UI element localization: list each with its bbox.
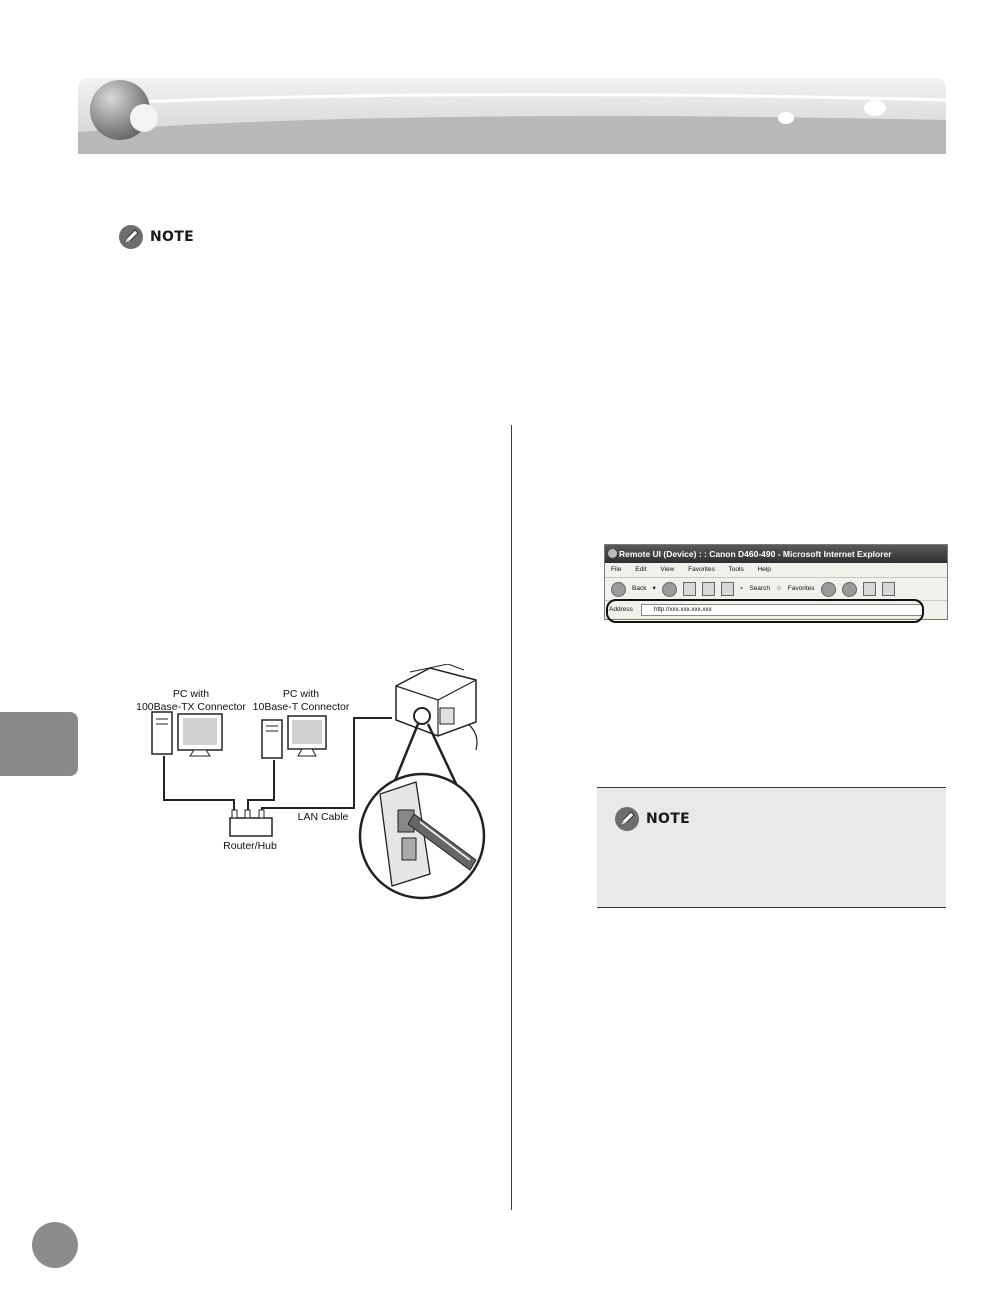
pencil-icon [118, 224, 144, 250]
router-hub [230, 818, 272, 836]
search-icon[interactable]: ⌕ [739, 585, 744, 592]
browser-toolbar [605, 578, 947, 601]
chapter-side-tab [0, 712, 78, 776]
lan-cable-label: LAN Cable [297, 811, 349, 823]
pencil-icon [614, 806, 640, 832]
browser-title: Remote UI (Device) : : Canon D460-490 - Microsoft Internet Explorer [619, 549, 892, 559]
browser-menu-bar [605, 563, 947, 578]
printer-illustration [396, 664, 477, 750]
network-diagram [130, 664, 490, 910]
edit-icon[interactable] [882, 582, 895, 596]
favorites-button[interactable]: Favorites [787, 585, 815, 592]
menu-tools[interactable]: Tools [728, 566, 744, 573]
refresh-icon[interactable] [702, 582, 715, 596]
search-button[interactable]: Search [749, 585, 770, 592]
ie-icon [608, 549, 617, 558]
column-divider [511, 425, 512, 1210]
chapter-header-banner [78, 78, 946, 154]
note-heading [118, 224, 194, 250]
menu-view[interactable]: View [660, 566, 675, 573]
page-number-marker [32, 1222, 78, 1268]
menu-edit[interactable]: Edit [635, 566, 647, 573]
star-icon[interactable]: ☆ [775, 585, 782, 592]
back-button[interactable]: Back [632, 585, 647, 592]
mail-icon[interactable] [842, 582, 857, 597]
address-input[interactable]: http://xxx.xxx.xxx.xxx [641, 604, 923, 616]
stop-icon[interactable] [683, 582, 696, 596]
print-icon[interactable] [863, 582, 876, 596]
back-arrow-icon[interactable] [611, 582, 626, 597]
browser-title-bar [605, 545, 947, 563]
menu-help[interactable]: Help [757, 566, 771, 573]
note-label: NOTE [150, 229, 194, 245]
pc2-label: PC with 10Base-T Connector [252, 688, 350, 713]
menu-favorites[interactable]: Favorites [688, 566, 715, 573]
note-box-heading [614, 806, 690, 832]
address-label: Address [609, 606, 633, 613]
pc1-tower [152, 712, 172, 754]
home-icon[interactable] [721, 582, 734, 596]
forward-arrow-icon[interactable] [662, 582, 677, 597]
history-icon[interactable] [821, 582, 836, 597]
pc1-label: PC with 100Base-TX Connector [136, 688, 246, 713]
address-highlight-oval [606, 599, 924, 623]
menu-file[interactable]: File [611, 566, 622, 573]
router-hub-label: Router/Hub [223, 840, 277, 852]
note-box-label: NOTE [646, 811, 690, 827]
dropdown-arrow-icon[interactable]: ▾ [652, 585, 656, 592]
